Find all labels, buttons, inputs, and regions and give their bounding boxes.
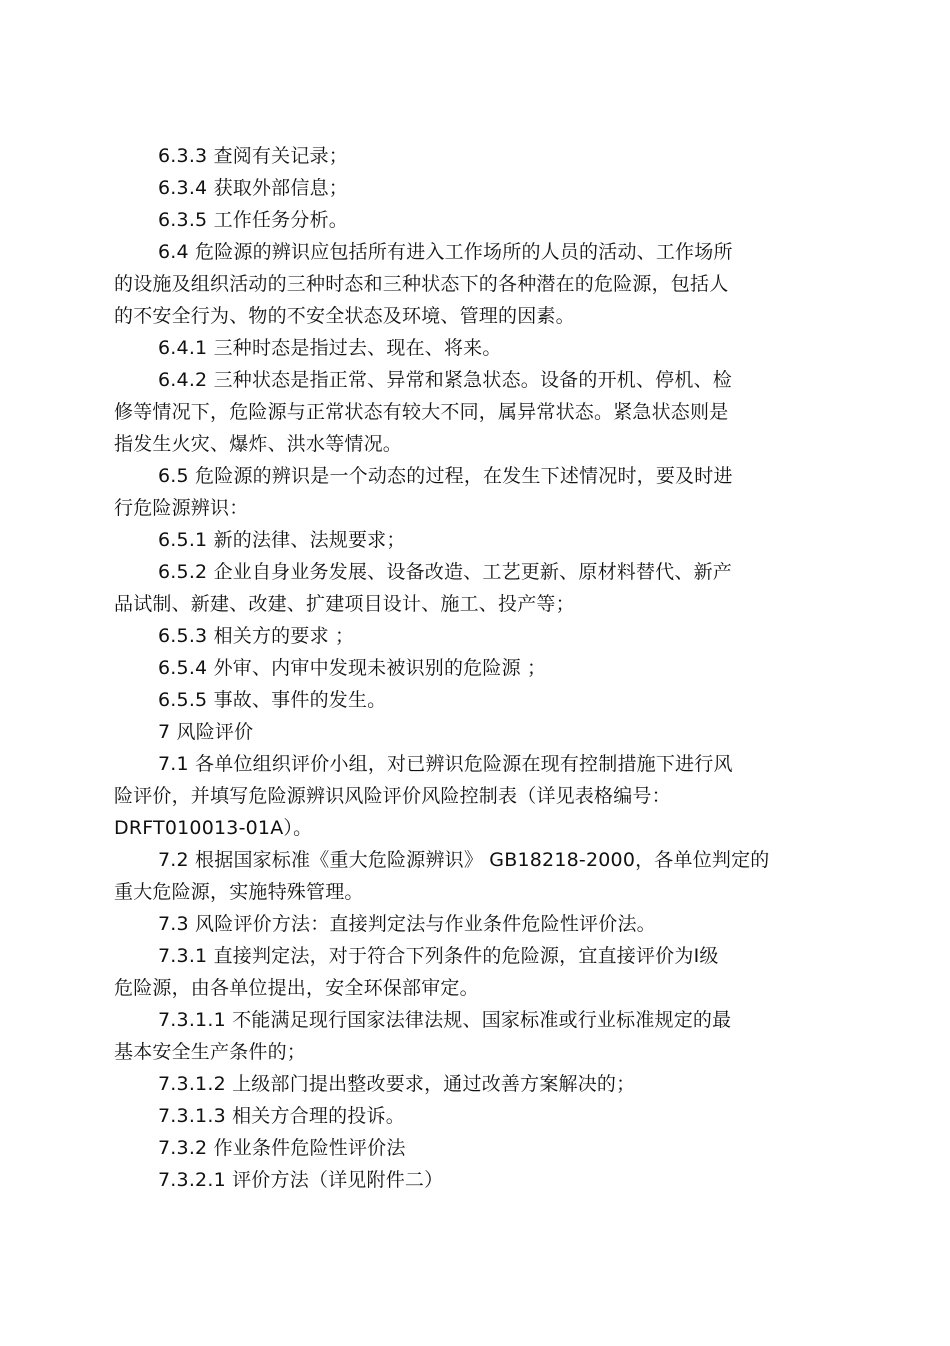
text-line: 7.3 风险评价方法：直接判定法与作业条件危险性评价法。 <box>158 913 656 935</box>
text-line: 险评价，并填写危险源辨识风险评价风险控制表（详见表格编号： <box>114 785 671 807</box>
text-line: 7.2 根据国家标准《重大危险源辨识》 GB18218-2000，各单位判定的 <box>158 849 770 871</box>
text-line: 的设施及组织活动的三种时态和三种状态下的各种潜在的危险源，包括人 <box>114 273 729 295</box>
text-line: 行危险源辨识： <box>114 497 249 519</box>
text-line: DRFT010013-01A）。 <box>114 817 313 839</box>
text-line: 6.3.5 工作任务分析。 <box>158 209 348 231</box>
text-line: 7.3.2.1 评价方法（详见附件二） <box>158 1169 444 1191</box>
text-line: 7.3.2 作业条件危险性评价法 <box>158 1137 406 1159</box>
text-line: 指发生火灾、爆炸、洪水等情况。 <box>114 433 403 455</box>
text-line: 危险源，由各单位提出，安全环保部审定。 <box>114 977 479 999</box>
text-line: 6.5.3 相关方的要求 ； <box>158 625 355 647</box>
text-line: 6.5.5 事故、事件的发生。 <box>158 689 387 711</box>
text-line: 6.3.4 获取外部信息； <box>158 177 348 199</box>
text-line: 6.3.3 查阅有关记录； <box>158 145 348 167</box>
text-line: 6.4 危险源的辨识应包括所有进入工作场所的人员的活动、工作场所 <box>158 241 733 263</box>
text-line: 基本安全生产条件的； <box>114 1041 307 1063</box>
text-line: 7.3.1.3 相关方合理的投诉。 <box>158 1105 405 1127</box>
text-line: 6.5.1 新的法律、法规要求； <box>158 529 406 551</box>
text-line: 6.5 危险源的辨识是一个动态的过程，在发生下述情况时，要及时进 <box>158 465 733 487</box>
text-line: 7.3.1.2 上级部门提出整改要求，通过改善方案解决的； <box>158 1073 636 1095</box>
text-line: 品试制、新建、改建、扩建项目设计、施工、投产等； <box>114 593 575 615</box>
text-line: 7.3.1 直接判定法，对于符合下列条件的危险源，宜直接评价为Ⅰ级 <box>158 945 719 967</box>
text-line: 6.5.4 外审、内审中发现未被识别的危险源 ； <box>158 657 547 679</box>
text-line: 7.1 各单位组织评价小组，对已辨识危险源在现有控制措施下进行风 <box>158 753 733 775</box>
text-line: 6.4.2 三种状态是指正常、异常和紧急状态。设备的开机、停机、检 <box>158 369 732 391</box>
text-line: 修等情况下，危险源与正常状态有较大不同，属异常状态。紧急状态则是 <box>114 401 729 423</box>
text-line: 6.4.1 三种时态是指过去、现在、将来。 <box>158 337 502 359</box>
section-heading: 7 风险评价 <box>158 721 254 743</box>
text-line: 7.3.1.1 不能满足现行国家法律法规、国家标准或行业标准规定的最 <box>158 1009 732 1031</box>
text-line: 的不安全行为、物的不安全状态及环境、管理的因素。 <box>114 305 575 327</box>
text-line: 6.5.2 企业自身业务发展、设备改造、工艺更新、原材料替代、新产 <box>158 561 732 583</box>
text-line: 重大危险源，实施特殊管理。 <box>114 881 364 903</box>
